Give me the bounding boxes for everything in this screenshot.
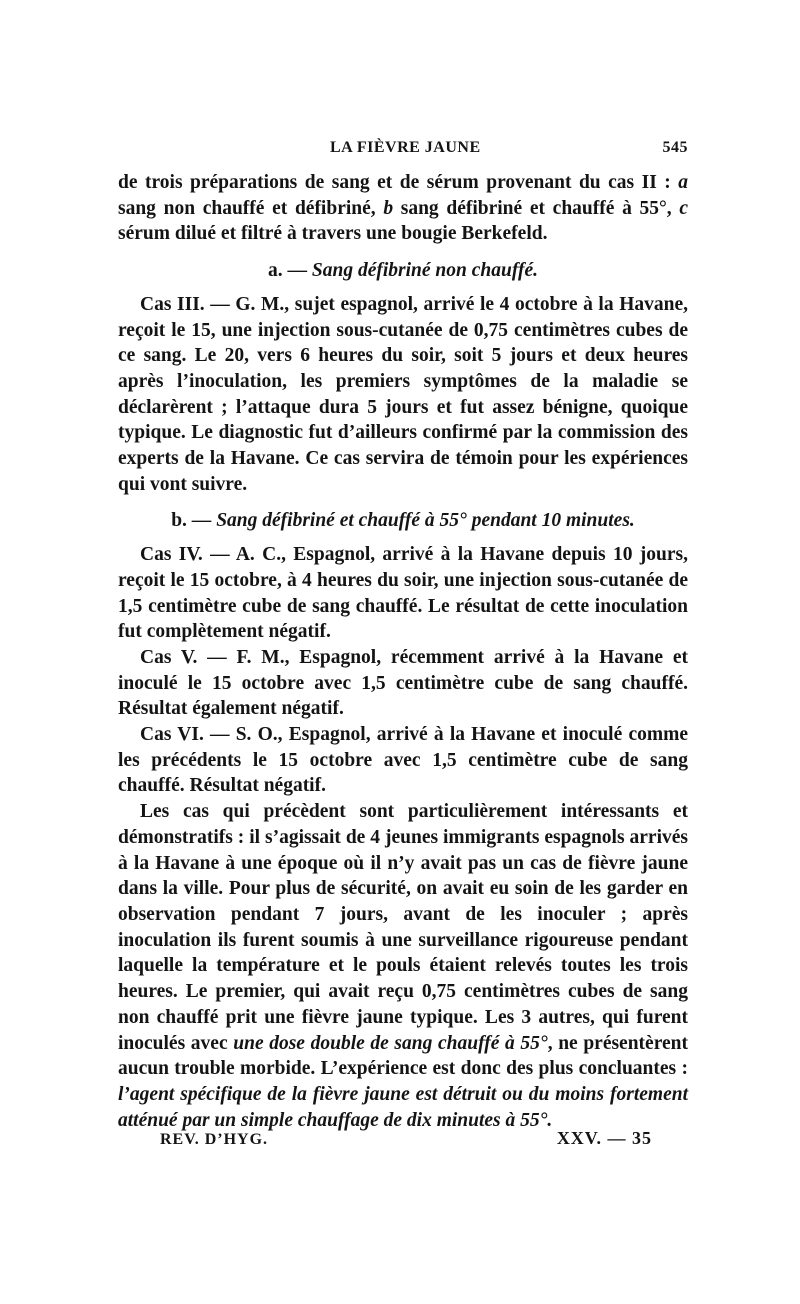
- italic-run: une dose double de sang chauffé à 55°: [233, 1032, 548, 1054]
- signature-mark: XXV. — 35: [556, 1128, 652, 1148]
- italic-run: l’agent spécifique de la fièvre jaune est détruit ou du moins fortement atténué par un simple chauffage de dix minutes à 55°.: [118, 1083, 688, 1131]
- italic-run: Sang défibriné et chauffé à 55° pendant 10 minutes.: [216, 510, 635, 532]
- text-run: sang non chauffé et défibriné,: [118, 197, 384, 219]
- text-run: , ne présentèrent aucun trouble morbide. L’expérience est donc des plus concluantes :: [118, 1032, 689, 1080]
- section-heading: [118, 258, 688, 284]
- running-title: LA FIÈVRE JAUNE: [330, 139, 481, 156]
- paragraph: [118, 170, 688, 247]
- paragraph: [118, 799, 688, 1133]
- paragraph: [118, 292, 688, 498]
- paragraph: [118, 645, 688, 722]
- text-run: sérum dilué et filtré à travers une bougie Berkefeld.: [118, 223, 548, 245]
- page-number: 545: [662, 139, 688, 156]
- text-run: Cas VI. — S. O., Espagnol, arrivé à la Havane et inoculé comme les précédents le 15 octobre avec 1,5 centimètre cube de sang chauffé. Résultat négatif.: [118, 724, 688, 797]
- text-run: Cas V. — F. M., Espagnol, récemment arrivé à la Havane et inoculé le 15 octobre avec 1,5 centimètre cube de sang chauffé. Résultat également négatif.: [118, 646, 688, 720]
- italic-run: a: [678, 172, 688, 193]
- text-run: sang défibriné et chauffé à 55°,: [393, 197, 680, 219]
- italic-run: c: [679, 197, 689, 219]
- running-header: [118, 139, 688, 163]
- section-heading: [118, 508, 688, 534]
- paragraph: [118, 542, 688, 645]
- text-run: de trois préparations de sang et de sérum provenant du cas II :: [118, 172, 679, 193]
- text-run: a. —: [268, 260, 312, 282]
- italic-run: Sang défibriné non chauffé.: [311, 260, 538, 282]
- italic-run: b: [383, 197, 394, 219]
- text-run: b. —: [171, 510, 217, 532]
- text-run: Cas IV. — A. C., Espagnol, arrivé à la Havane depuis 10 jours, reçoit le 15 octobre, à 4 heures du soir, une injection sous-cutanée de 1,5 centimètre cube de sang chauffé. Le résultat de cette inoculation fut complètement négatif.: [118, 544, 688, 643]
- page-footer: [160, 1128, 652, 1154]
- text-run: Cas III. — G. M., sujet espagnol, arrivé le 4 octobre à la Havane, reçoit le 15, une injection sous-cutanée de 0,75 centimètres cubes de ce sang. Le 20, vers 6 heures du soir, soit 5 jours et deux heures après l’inoculation, les premiers symptômes de la maladie se déclarèrent ; l’attaque dura 5 jours et fut assez bénigne, quoique typique. Le diagnostic fut d’ailleurs confirmé par la commission des experts de la Havane. Ce cas servira de témoin pour les expériences qui vont suivre.: [118, 293, 688, 495]
- body-text: [118, 170, 688, 1133]
- paragraph: [118, 722, 688, 799]
- text-run: Les cas qui précèdent sont particulièrement intéressants et démonstratifs : il s’agissait de 4 jeunes immigrants espagnols arrivés à la Havane à une époque où il n’y avait pas un cas de fièvre jaune dans la ville. Pour plus de sécurité, on avait eu soin de les garder en observation pendant 7 jours, avant de les inoculer ; après inoculation ils furent soumis à une surveillance rigoureuse pendant laquelle la température et le pouls étaient relevés toutes les trois heures. Le premier, qui avait reçu 0,75 centimètres cubes de sang non chauffé prit une fièvre jaune typique. Les 3 autres, qui furent inoculés avec: [118, 801, 688, 1054]
- journal-abbreviation: REV. D’HYG.: [160, 1131, 269, 1148]
